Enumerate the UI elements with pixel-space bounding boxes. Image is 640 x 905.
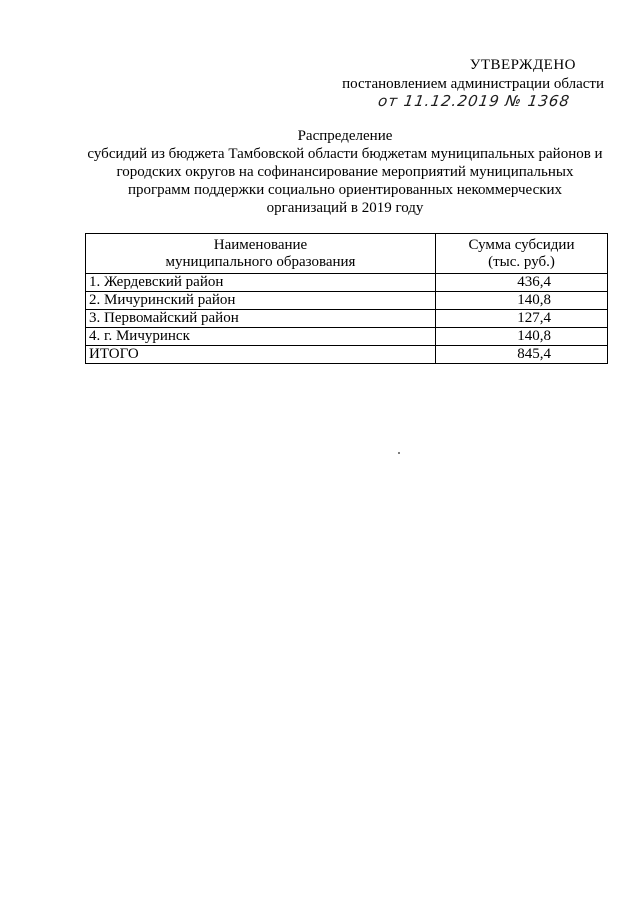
row-sum: 127,4 [436,310,608,328]
table-row [86,274,608,292]
table-row [86,292,608,310]
table-row [86,328,608,346]
table-row [86,310,608,328]
title-line: программ поддержки социально ориентированных некоммерческих [127,182,563,198]
total-label: ИТОГО [86,346,436,364]
row-name: 2. Мичуринский район [86,292,436,310]
approval-decree: постановлением администрации области [342,76,604,92]
header-name: Наименование муниципального образования [86,234,436,274]
row-name: 3. Первомайский район [86,310,436,328]
row-sum: 140,8 [436,328,608,346]
title-line: городских округов на софинансирование мероприятий муниципальных [116,164,574,180]
handwritten-date-number: от 11.12.2019 № 1368 [376,92,572,110]
total-sum: 845,4 [436,346,608,364]
header-sum: Сумма субсидии (тыс. руб.) [436,234,608,274]
row-sum: 436,4 [436,274,608,292]
scan-speck [398,452,400,454]
row-name: 4. г. Мичуринск [86,328,436,346]
document-title [80,127,610,217]
table-total-row [86,346,608,364]
approval-stamp: УТВЕРЖДЕНО [469,57,576,73]
title-line: организаций в 2019 году [266,200,424,216]
table-header-row [86,234,608,274]
title-heading: Распределение [297,128,393,144]
approval-block [330,56,610,111]
title-line: субсидий из бюджета Тамбовской области бюджетам муниципальных районов и [87,146,603,162]
row-name: 1. Жердевский район [86,274,436,292]
subsidy-table [85,233,608,364]
row-sum: 140,8 [436,292,608,310]
